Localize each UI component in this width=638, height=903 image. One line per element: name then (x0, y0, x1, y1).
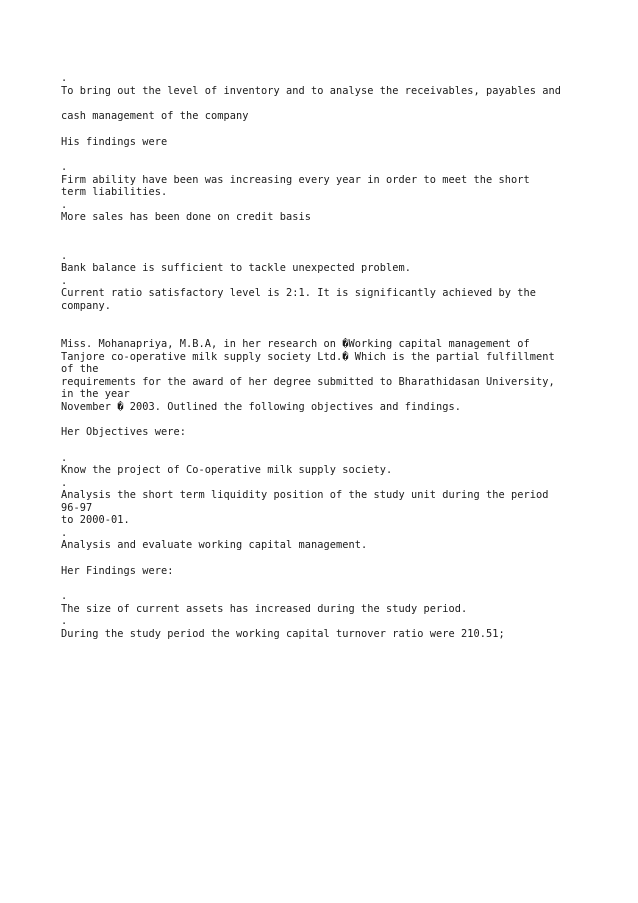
bullet-marker: . (61, 615, 68, 627)
objective-text: Know the project of Co-operative milk supply society. (61, 464, 393, 476)
finding-text: Bank balance is sufficient to tackle unexpected problem. (61, 262, 411, 274)
finding-text: More sales has been done on credit basis (61, 211, 311, 223)
research-paragraph: Miss. Mohanapriya, M.B.A, in her research on �Working capital management of (61, 338, 530, 350)
finding-text: term liabilities. (61, 186, 168, 198)
finding-text: The size of current assets has increased during the study period. (61, 602, 468, 615)
bullet-marker: . (61, 590, 68, 602)
research-paragraph: Tanjore co-operative milk supply society Ltd.� Which is the partial fulfillment (61, 350, 555, 363)
research-paragraph: in the year (61, 388, 130, 400)
bullet-marker: . (61, 161, 68, 173)
objective-text: Analysis and evaluate working capital management. (61, 539, 368, 551)
bullet-marker: . (61, 476, 68, 489)
bullet-marker: . (61, 526, 68, 539)
finding-text: Firm ability have been was increasing every year in order to meet the short (61, 173, 530, 186)
bullet-marker: . (61, 198, 68, 211)
section-heading: His findings were (61, 135, 168, 148)
document-body (61, 72, 601, 640)
research-paragraph: November � 2003. Outlined the following objectives and findings. (61, 400, 461, 413)
bullet-marker: . (61, 72, 68, 84)
bullet-marker: . (61, 249, 68, 262)
finding-text: During the study period the working capital turnover ratio were 210.51; (61, 627, 505, 640)
objective-text: To bring out the level of inventory and to analyse the receivables, payables and (61, 84, 561, 97)
finding-text: Current ratio satisfactory level is 2:1. It is significantly achieved by the (61, 287, 536, 299)
section-heading: Her Findings were: (61, 564, 174, 577)
bullet-marker: . (61, 274, 68, 287)
objective-text: 96-97 (61, 501, 93, 514)
finding-text: company. (61, 299, 111, 312)
objective-text: Analysis the short term liquidity position of the study unit during the period (61, 489, 549, 501)
research-paragraph: requirements for the award of her degree submitted to Bharathidasan University, (61, 375, 555, 388)
bullet-marker: . (61, 451, 68, 464)
section-heading: Her Objectives were: (61, 426, 186, 438)
objective-text: to 2000-01. (61, 514, 130, 526)
research-paragraph: of the (61, 363, 99, 375)
objective-text-continued: cash management of the company (61, 110, 249, 122)
